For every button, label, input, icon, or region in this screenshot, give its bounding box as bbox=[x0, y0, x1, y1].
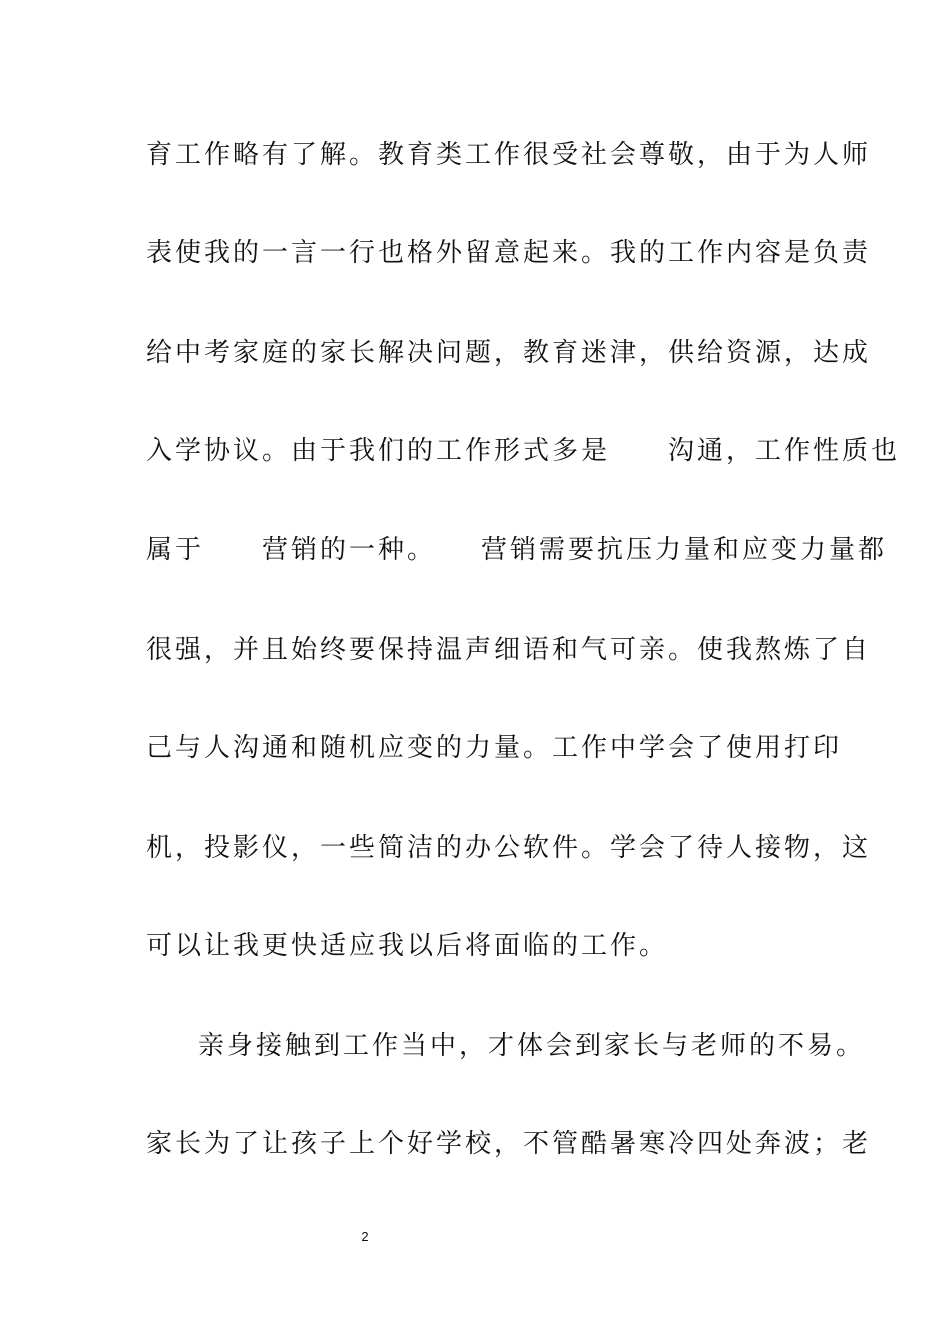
text-line: 可以让我更快适应我以后将面临的工作。 bbox=[146, 931, 669, 961]
text-line: 入学协议。由于我们的工作形式多是 沟通，工作性质也 bbox=[146, 436, 901, 466]
text-line: 很强，并且始终要保持温声细语和气可亲。使我熬炼了自 bbox=[146, 635, 872, 665]
text-line: 表使我的一言一行也格外留意起来。我的工作内容是负责 bbox=[146, 238, 872, 268]
text-line: 家长为了让孩子上个好学校，不管酷暑寒冷四处奔波；老 bbox=[146, 1129, 872, 1159]
text-line: 属于 营销的一种。 营销需要抗压力量和应变力量都 bbox=[146, 535, 888, 565]
text-line: 己与人沟通和随机应变的力量。工作中学会了使用打印 bbox=[146, 733, 843, 763]
text-line: 育工作略有了解。教育类工作很受社会尊敬，由于为人师 bbox=[146, 140, 872, 170]
paragraph-first-line: 亲身接触到工作当中，才体会到家长与老师的不易。 bbox=[198, 1031, 866, 1061]
text-line: 机，投影仪，一些简洁的办公软件。学会了待人接物，这 bbox=[146, 833, 872, 863]
page-number: 2 bbox=[361, 1229, 369, 1244]
text-line: 给中考家庭的家长解决问题，教育迷津，供给资源，达成 bbox=[146, 338, 872, 368]
